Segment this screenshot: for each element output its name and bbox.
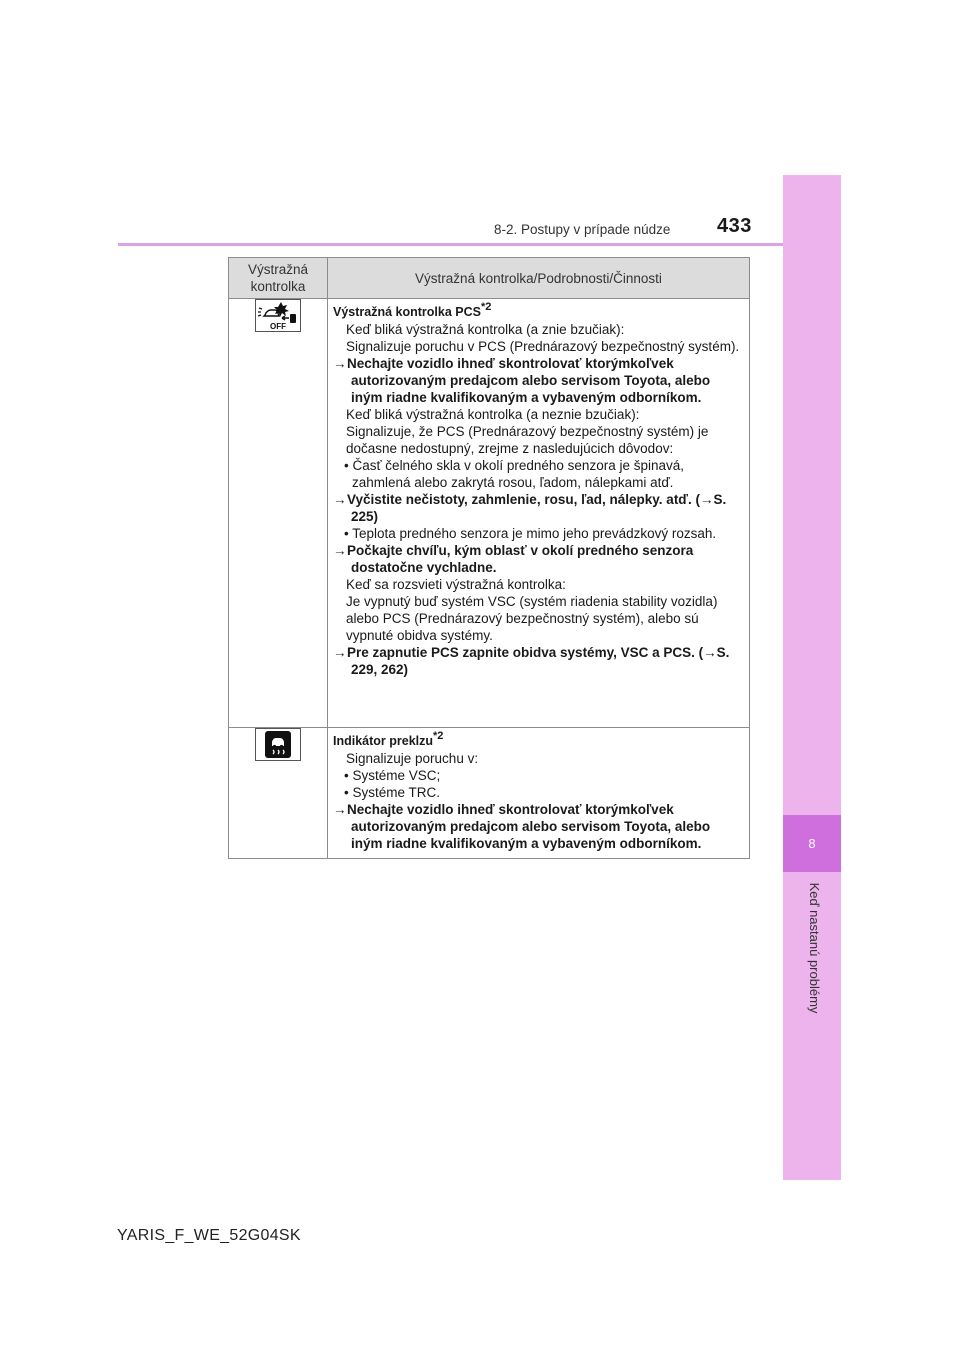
item-title: Výstražná kontrolka PCS$^{*2}$ xyxy=(333,301,492,319)
bullet-item: • Systéme TRC. xyxy=(344,785,441,800)
action-text: →Nechajte vozidlo ihneď skontrolovať ktorýmkoľvek autorizovaným predajcom alebo servisom Toyota, alebo iným riadne kvalifikovaným a vybaveným odborníkom. xyxy=(333,802,711,851)
bullet-item: • Teplota predného senzora je mimo jeho prevádzkový rozsah. xyxy=(344,526,717,541)
table-row xyxy=(229,728,750,859)
action-text: →Vyčistite nečistoty, zahmlenie, rosu, ľad, nálepky. atď. (→S. 225) xyxy=(333,492,727,524)
description-text: Signalizuje, že PCS (Prednárazový bezpečnostný systém) je dočasne nedostupný, zrejme z nasledujúcich dôvodov: xyxy=(346,424,709,456)
condition-text: Keď sa rozsvieti výstražná kontrolka: xyxy=(346,577,566,592)
description-text: Signalizuje poruchu v PCS (Prednárazový bezpečnostný systém). xyxy=(346,339,740,354)
header-divider xyxy=(118,243,783,246)
bullet-item: • Časť čelného skla v okolí predného senzora je špinavá, zahmlená alebo zakrytá rosou, ľadom, nálepkami atď. xyxy=(344,458,684,490)
column-header-details: Výstražná kontrolka/Podrobnosti/Činnosti xyxy=(328,258,750,299)
page-number: 433 xyxy=(717,215,752,237)
slip-indicator-icon xyxy=(255,728,301,761)
action-text: →Počkajte chvíľu, kým oblasť v okolí predného senzora dostatočne vychladne. xyxy=(333,543,694,575)
pcs-off-warning-icon xyxy=(255,299,301,332)
action-text: →Nechajte vozidlo ihneď skontrolovať ktorýmkoľvek autorizovaným predajcom alebo servisom Toyota, alebo iným riadne kvalifikovaným a vybaveným odborníkom. xyxy=(333,356,711,405)
description-text: Signalizuje poruchu v: xyxy=(346,751,479,766)
icon-cell xyxy=(229,299,328,728)
chapter-label: Keď nastanú problémy xyxy=(807,882,822,1014)
section-title: 8-2. Postupy v prípade núdze xyxy=(494,222,671,237)
condition-text: Keď bliká výstražná kontrolka (a neznie bzučiak): xyxy=(346,407,640,422)
chapter-side-tab xyxy=(783,175,841,1180)
condition-text: Keď bliká výstražná kontrolka (a znie bzučiak): xyxy=(346,322,625,337)
description-text: Je vypnutý buď systém VSC (systém riadenia stability vozidla) alebo PCS (Prednárazový bezpečnostný systém), alebo sú vypnuté obidva systémy. xyxy=(346,594,718,643)
item-title: Indikátor preklzu$^{*2}$ xyxy=(333,730,444,748)
table-header-row xyxy=(229,258,750,299)
icon-cell xyxy=(229,728,328,859)
document-code: YARIS_F_WE_52G04SK xyxy=(117,1227,301,1244)
svg-text:OFF: OFF xyxy=(270,322,286,331)
column-header-warning-light: Výstražná kontrolka xyxy=(229,258,328,299)
details-cell xyxy=(328,299,750,728)
warning-lights-table xyxy=(228,257,750,859)
action-text: →Pre zapnutie PCS zapnite obidva systémy, VSC a PCS. (→S. 229, 262) xyxy=(333,645,730,677)
details-cell xyxy=(328,728,750,859)
table-row xyxy=(229,299,750,728)
bullet-item: • Systéme VSC; xyxy=(344,768,441,783)
chapter-number-tab[interactable]: 8 xyxy=(783,815,841,872)
